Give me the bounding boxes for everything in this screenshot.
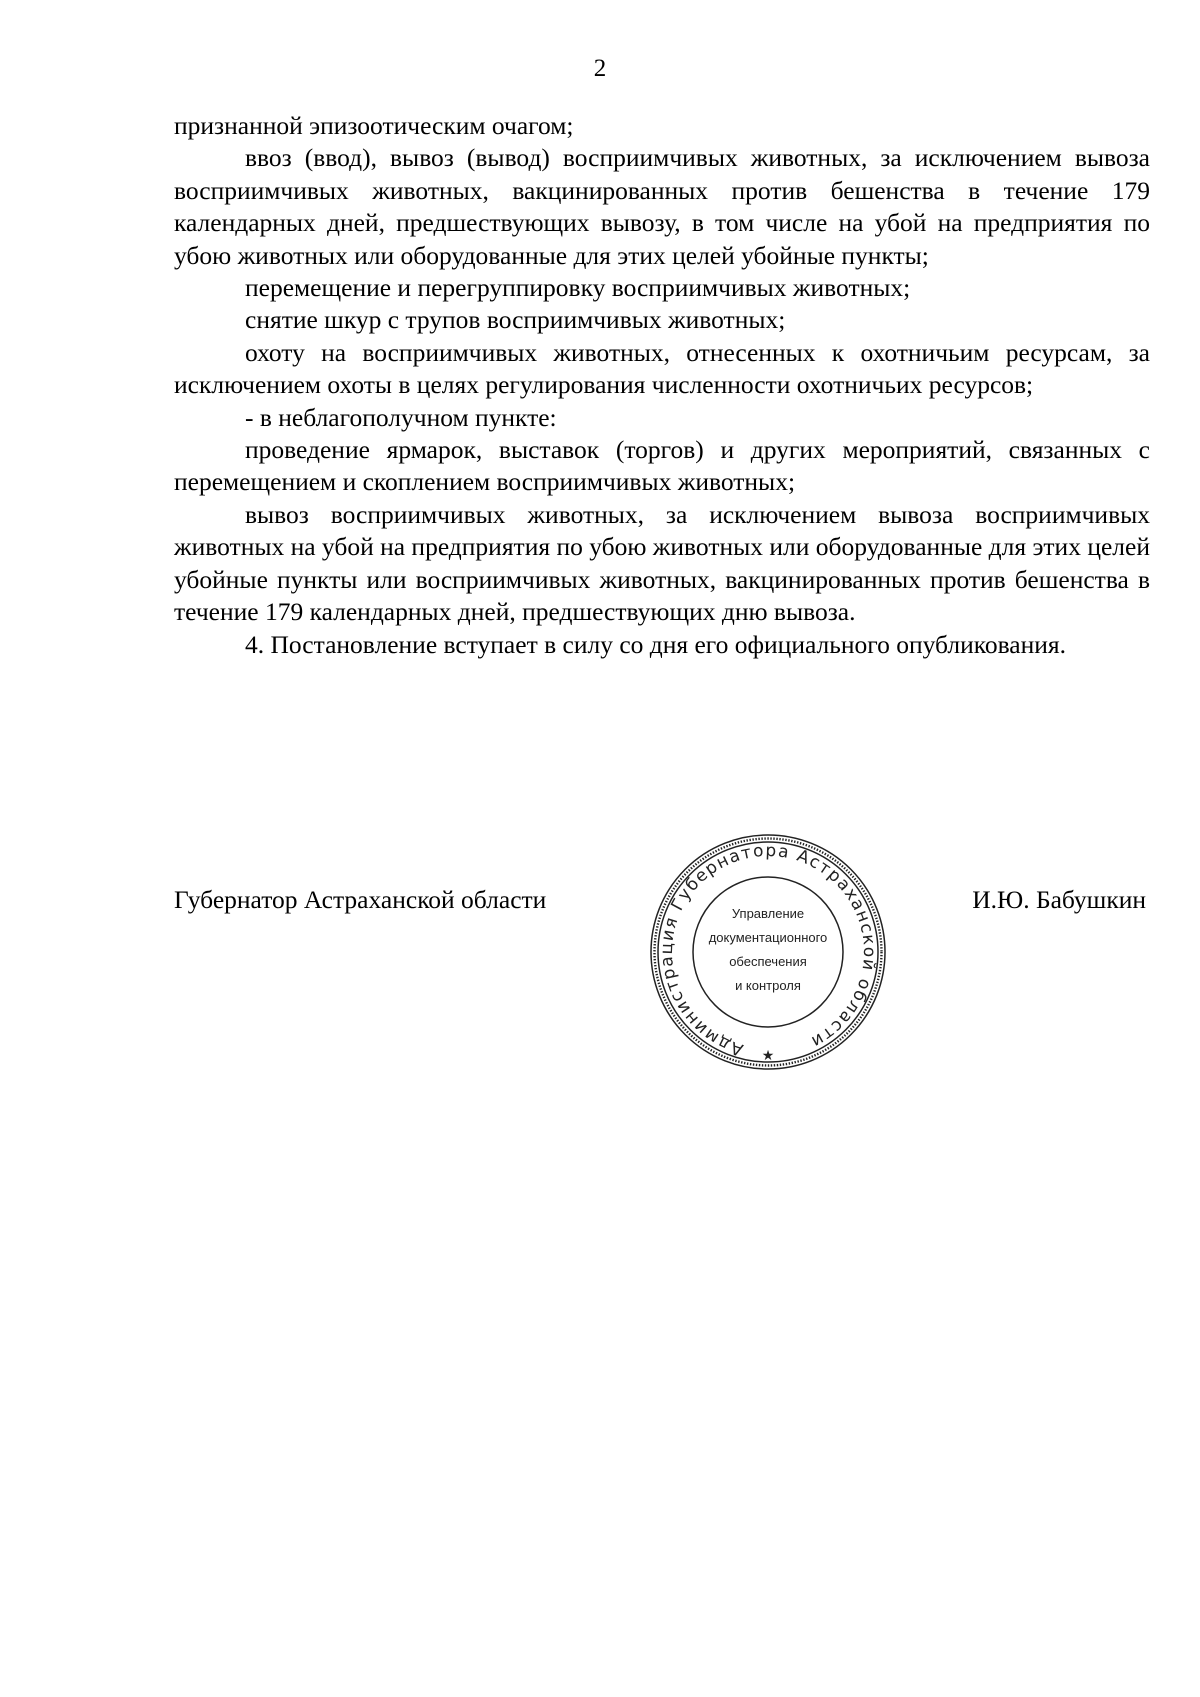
seal-ring-text: Администрация Губернатора Астраханской области [656, 840, 880, 1060]
seal-center-line: документационного [708, 930, 828, 945]
paragraph: - в неблагополучном пункте: [245, 402, 557, 432]
paragraph: охоту на восприимчивых животных, отнесенных к охотничьим ресурсам, за исключением охоты в целях регулирования численности охотничьих ресурсов; [174, 337, 1150, 400]
paragraph: перемещение и перегруппировку восприимчивых животных; [245, 273, 911, 303]
paragraph: признанной эпизоотическим очагом; [174, 111, 574, 140]
seal-center-line: Управление [731, 906, 805, 921]
star-icon: ★ [761, 1049, 775, 1064]
seal-graphic [648, 832, 888, 1072]
document-body [174, 110, 1150, 661]
paragraph: вывоз восприимчивых животных, за исключением вывоза восприимчивых животных на убой на предприятия по убою животных или оборудованные для этих целей убойные пункты или восприимчивых животных, вакцинированных против бешенства в течение 179 календарных дней, предшествующих дню вывоза. [174, 499, 1150, 627]
paragraph: проведение ярмарок, выставок (торгов) и других мероприятий, связанных с перемещением и скоплением восприимчивых животных; [174, 435, 1150, 497]
official-seal [648, 832, 888, 1072]
seal-center-line: и контроля [735, 978, 801, 993]
paragraph: ввоз (ввод), вывоз (вывод) восприимчивых животных, за исключением вывоза восприимчивых животных, вакцинированных против бешенства в течение 179 календарных дней, предшествующих вывозу, в том числе на убой на предприятия по убою животных или оборудованные для этих целей убойные пункты; [174, 143, 1150, 270]
paragraph: снятие шкур с трупов восприимчивых животных; [245, 305, 786, 335]
signatory-title: Губернатор Астраханской области [174, 885, 547, 914]
page-number: 2 [593, 55, 607, 82]
seal-center-line: обеспечения [729, 954, 807, 969]
signatory-name: И.Ю. Бабушкин [972, 885, 1146, 914]
paragraph: 4. Постановление вступает в силу со дня его официального опубликования. [245, 629, 1066, 659]
